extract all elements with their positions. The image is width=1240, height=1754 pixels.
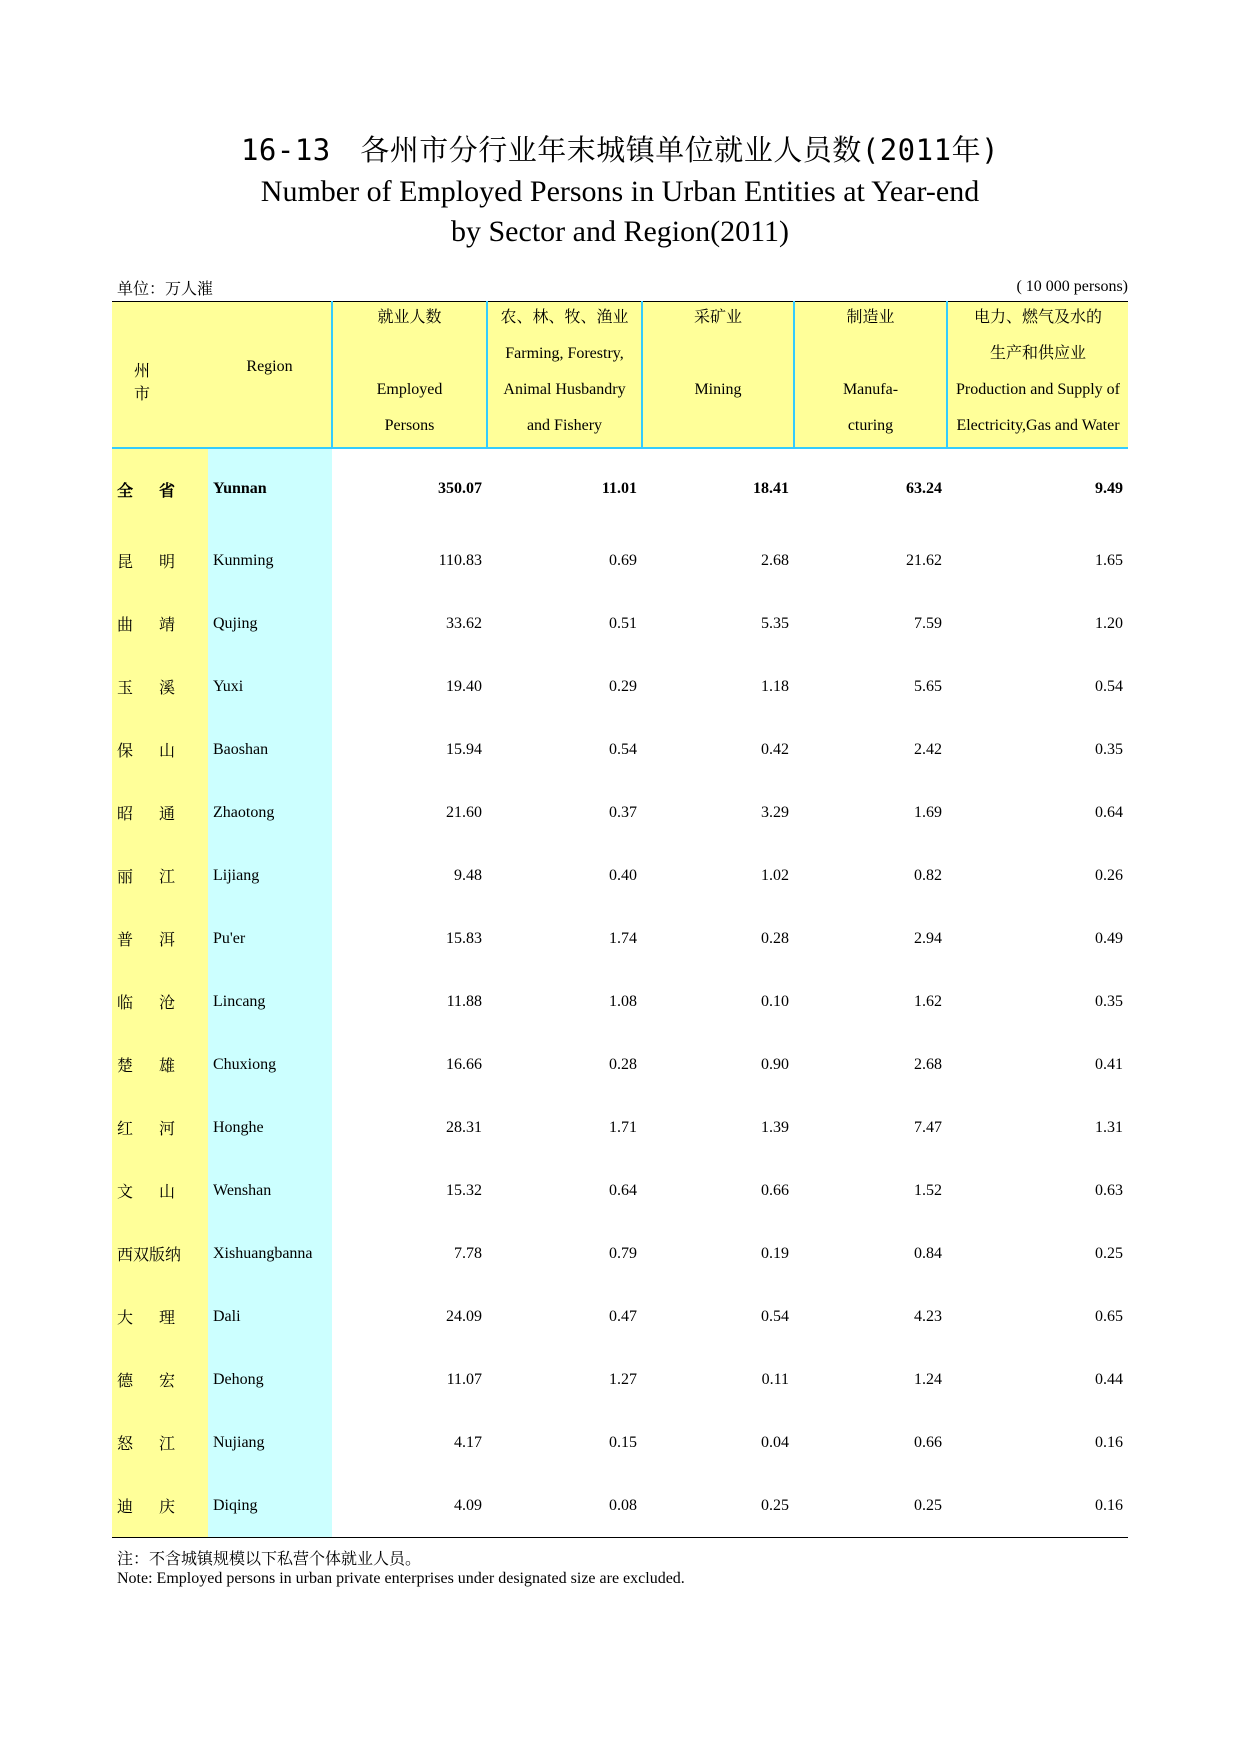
note-cn: 注：不含城镇规模以下私营个体就业人员。 — [117, 1551, 422, 1568]
mining-cell: 18.41 — [753, 480, 789, 497]
page-title-en-line2: by Sector and Region(2011) — [451, 215, 789, 248]
table-row — [112, 1474, 1128, 1538]
manufacturing-cell: 4.23 — [914, 1307, 942, 1325]
manufacturing-cell: 2.68 — [914, 1055, 942, 1073]
table-row — [112, 1285, 1128, 1348]
farming-cell: 0.15 — [609, 1433, 637, 1451]
region-en-cell: Nujiang — [208, 1411, 332, 1474]
region-cn-cell: 怒 江 — [112, 1411, 208, 1474]
header-region-cn: 州 市 — [112, 302, 208, 449]
region-cn-cell: 丽 江 — [112, 844, 208, 907]
farming-cell: 1.08 — [609, 992, 637, 1010]
region-en-cell: Dali — [208, 1285, 332, 1348]
electricity-cell: 0.26 — [1095, 866, 1123, 884]
electricity-cell: 0.25 — [1095, 1244, 1123, 1262]
region-en-cell: Xishuangbanna — [208, 1222, 332, 1285]
farming-cell: 0.29 — [609, 677, 637, 695]
table-row — [112, 1159, 1128, 1222]
farming-cell: 0.51 — [609, 614, 637, 632]
employed-cell: 28.31 — [446, 1118, 482, 1136]
mining-cell: 0.90 — [761, 1055, 789, 1073]
electricity-cell: 1.31 — [1095, 1118, 1123, 1136]
region-cn-cell: 西双版纳 — [112, 1222, 208, 1285]
unit-label-en: ( 10 000 persons) — [1016, 278, 1128, 295]
electricity-cell: 0.54 — [1095, 677, 1123, 695]
employed-cell: 15.32 — [446, 1181, 482, 1199]
mining-cell: 0.10 — [761, 992, 789, 1010]
region-cn-cell: 楚 雄 — [112, 1033, 208, 1096]
region-en-cell: Pu'er — [208, 907, 332, 970]
region-en-cell: Yunnan — [208, 448, 332, 529]
region-cn-cell: 普 洱 — [112, 907, 208, 970]
page-title-en-line1: Number of Employed Persons in Urban Entities at Year-end — [260, 175, 980, 208]
farming-cell: 0.37 — [609, 803, 637, 821]
table-row — [112, 1096, 1128, 1159]
electricity-cell: 0.64 — [1095, 803, 1123, 821]
region-en-cell: Diqing — [208, 1474, 332, 1538]
farming-cell: 0.54 — [609, 740, 637, 758]
header-row — [112, 302, 1128, 449]
employed-cell: 24.09 — [446, 1307, 482, 1325]
mining-cell: 5.35 — [761, 614, 789, 632]
region-en-cell: Baoshan — [208, 718, 332, 781]
region-cn-cell: 德 宏 — [112, 1348, 208, 1411]
electricity-cell: 0.16 — [1095, 1433, 1123, 1451]
mining-cell: 1.18 — [761, 677, 789, 695]
electricity-cell: 0.44 — [1095, 1370, 1123, 1388]
region-en-cell: Qujing — [208, 592, 332, 655]
table-row — [112, 1348, 1128, 1411]
region-cn-cell: 迪 庆 — [112, 1474, 208, 1538]
electricity-cell: 1.20 — [1095, 614, 1123, 632]
electricity-cell: 0.16 — [947, 1474, 1128, 1538]
region-cn-cell: 红 河 — [112, 1096, 208, 1159]
employed-cell: 350.07 — [438, 480, 482, 497]
mining-cell: 1.39 — [761, 1118, 789, 1136]
manufacturing-cell: 2.42 — [914, 740, 942, 758]
manufacturing-cell: 0.82 — [914, 866, 942, 884]
electricity-cell: 1.65 — [1095, 551, 1123, 569]
region-en-cell: Wenshan — [208, 1159, 332, 1222]
region-cn-cell: 昆 明 — [112, 529, 208, 592]
farming-cell: 0.79 — [609, 1244, 637, 1262]
mining-cell: 0.54 — [761, 1307, 789, 1325]
manufacturing-cell: 5.65 — [914, 677, 942, 695]
employment-table — [112, 301, 1128, 1538]
farming-cell: 0.64 — [609, 1181, 637, 1199]
electricity-cell: 0.35 — [1095, 740, 1123, 758]
mining-cell: 0.28 — [761, 929, 789, 947]
manufacturing-cell: 1.52 — [914, 1181, 942, 1199]
table-row — [112, 655, 1128, 718]
electricity-cell: 0.35 — [1095, 992, 1123, 1010]
employed-cell: 15.83 — [446, 929, 482, 947]
employed-cell: 11.07 — [446, 1370, 482, 1388]
table-row — [112, 1033, 1128, 1096]
note-en: Note: Employed persons in urban private enterprises under designated size are excluded. — [117, 1570, 685, 1587]
employed-cell: 4.09 — [332, 1474, 487, 1538]
region-cn-cell: 临 沧 — [112, 970, 208, 1033]
manufacturing-cell: 0.84 — [914, 1244, 942, 1262]
manufacturing-cell: 0.25 — [794, 1474, 947, 1538]
farming-cell: 0.40 — [609, 866, 637, 884]
header-employed: 就业人数 Employed Persons — [332, 302, 487, 449]
region-cn-cell: 昭 通 — [112, 781, 208, 844]
table-row — [112, 718, 1128, 781]
manufacturing-cell: 1.69 — [914, 803, 942, 821]
region-en-cell: Lijiang — [208, 844, 332, 907]
table-row — [112, 1222, 1128, 1285]
header-region-en: Region — [208, 302, 332, 449]
electricity-cell: 9.49 — [1095, 480, 1123, 497]
manufacturing-cell: 0.66 — [914, 1433, 942, 1451]
header-farming: 农、林、牧、渔业 Farming, Forestry, Animal Husbandry and Fishery — [487, 302, 642, 449]
region-en-cell: Lincang — [208, 970, 332, 1033]
farming-cell: 0.08 — [487, 1474, 642, 1538]
farming-cell: 0.69 — [609, 551, 637, 569]
region-cn-cell: 曲 靖 — [112, 592, 208, 655]
mining-cell: 2.68 — [761, 551, 789, 569]
mining-cell: 0.04 — [761, 1433, 789, 1451]
manufacturing-cell: 7.47 — [914, 1118, 942, 1136]
unit-label-cn: 单位：万人漼 — [117, 281, 214, 298]
employed-cell: 11.88 — [446, 992, 482, 1010]
header-electricity: 电力、燃气及水的 生产和供应业 Production and Supply of Electricity,Gas and Water — [947, 302, 1128, 449]
mining-cell: 3.29 — [761, 803, 789, 821]
mining-cell: 1.02 — [761, 866, 789, 884]
table-row — [112, 844, 1128, 907]
employed-cell: 15.94 — [446, 740, 482, 758]
region-cn-cell: 全 省 — [112, 448, 208, 529]
page-title-en — [0, 172, 1240, 252]
employed-cell: 21.60 — [446, 803, 482, 821]
employed-cell: 19.40 — [446, 677, 482, 695]
page-title-cn: 16-13 各州市分行业年末城镇单位就业人员数(2011年) — [240, 133, 1000, 167]
header-manufacturing: 制造业 Manufa- cturing — [794, 302, 947, 449]
region-en-cell: Dehong — [208, 1348, 332, 1411]
mining-cell: 0.11 — [761, 1370, 789, 1388]
region-en-cell: Yuxi — [208, 655, 332, 718]
farming-cell: 1.71 — [609, 1118, 637, 1136]
farming-cell: 11.01 — [601, 480, 637, 497]
manufacturing-cell: 1.24 — [914, 1370, 942, 1388]
manufacturing-cell: 7.59 — [914, 614, 942, 632]
table-row — [112, 970, 1128, 1033]
table-row — [112, 781, 1128, 844]
employed-cell: 33.62 — [446, 614, 482, 632]
electricity-cell: 0.49 — [1095, 929, 1123, 947]
farming-cell: 0.47 — [609, 1307, 637, 1325]
region-en-cell: Chuxiong — [208, 1033, 332, 1096]
mining-cell: 0.42 — [761, 740, 789, 758]
table-row — [112, 592, 1128, 655]
employed-cell: 4.17 — [454, 1433, 482, 1451]
region-en-cell: Honghe — [208, 1096, 332, 1159]
employed-cell: 110.83 — [438, 551, 482, 569]
employed-cell: 9.48 — [454, 866, 482, 884]
farming-cell: 1.27 — [609, 1370, 637, 1388]
region-cn-cell: 玉 溪 — [112, 655, 208, 718]
table-body — [112, 448, 1128, 1538]
table-row — [112, 1411, 1128, 1474]
table-row — [112, 448, 1128, 529]
manufacturing-cell: 2.94 — [914, 929, 942, 947]
manufacturing-cell: 21.62 — [906, 551, 942, 569]
mining-cell: 0.19 — [761, 1244, 789, 1262]
manufacturing-cell: 63.24 — [906, 480, 942, 497]
electricity-cell: 0.65 — [1095, 1307, 1123, 1325]
region-cn-cell: 大 理 — [112, 1285, 208, 1348]
region-cn-cell: 文 山 — [112, 1159, 208, 1222]
region-en-cell: Kunming — [208, 529, 332, 592]
farming-cell: 1.74 — [609, 929, 637, 947]
mining-cell: 0.66 — [761, 1181, 789, 1199]
electricity-cell: 0.41 — [1095, 1055, 1123, 1073]
employed-cell: 16.66 — [446, 1055, 482, 1073]
mining-cell: 0.25 — [642, 1474, 794, 1538]
header-mining: 采矿业 Mining — [642, 302, 794, 449]
region-en-cell: Zhaotong — [208, 781, 332, 844]
manufacturing-cell: 1.62 — [914, 992, 942, 1010]
region-cn-cell: 保 山 — [112, 718, 208, 781]
table-row — [112, 529, 1128, 592]
electricity-cell: 0.63 — [1095, 1181, 1123, 1199]
table-row — [112, 907, 1128, 970]
employed-cell: 7.78 — [454, 1244, 482, 1262]
farming-cell: 0.28 — [609, 1055, 637, 1073]
